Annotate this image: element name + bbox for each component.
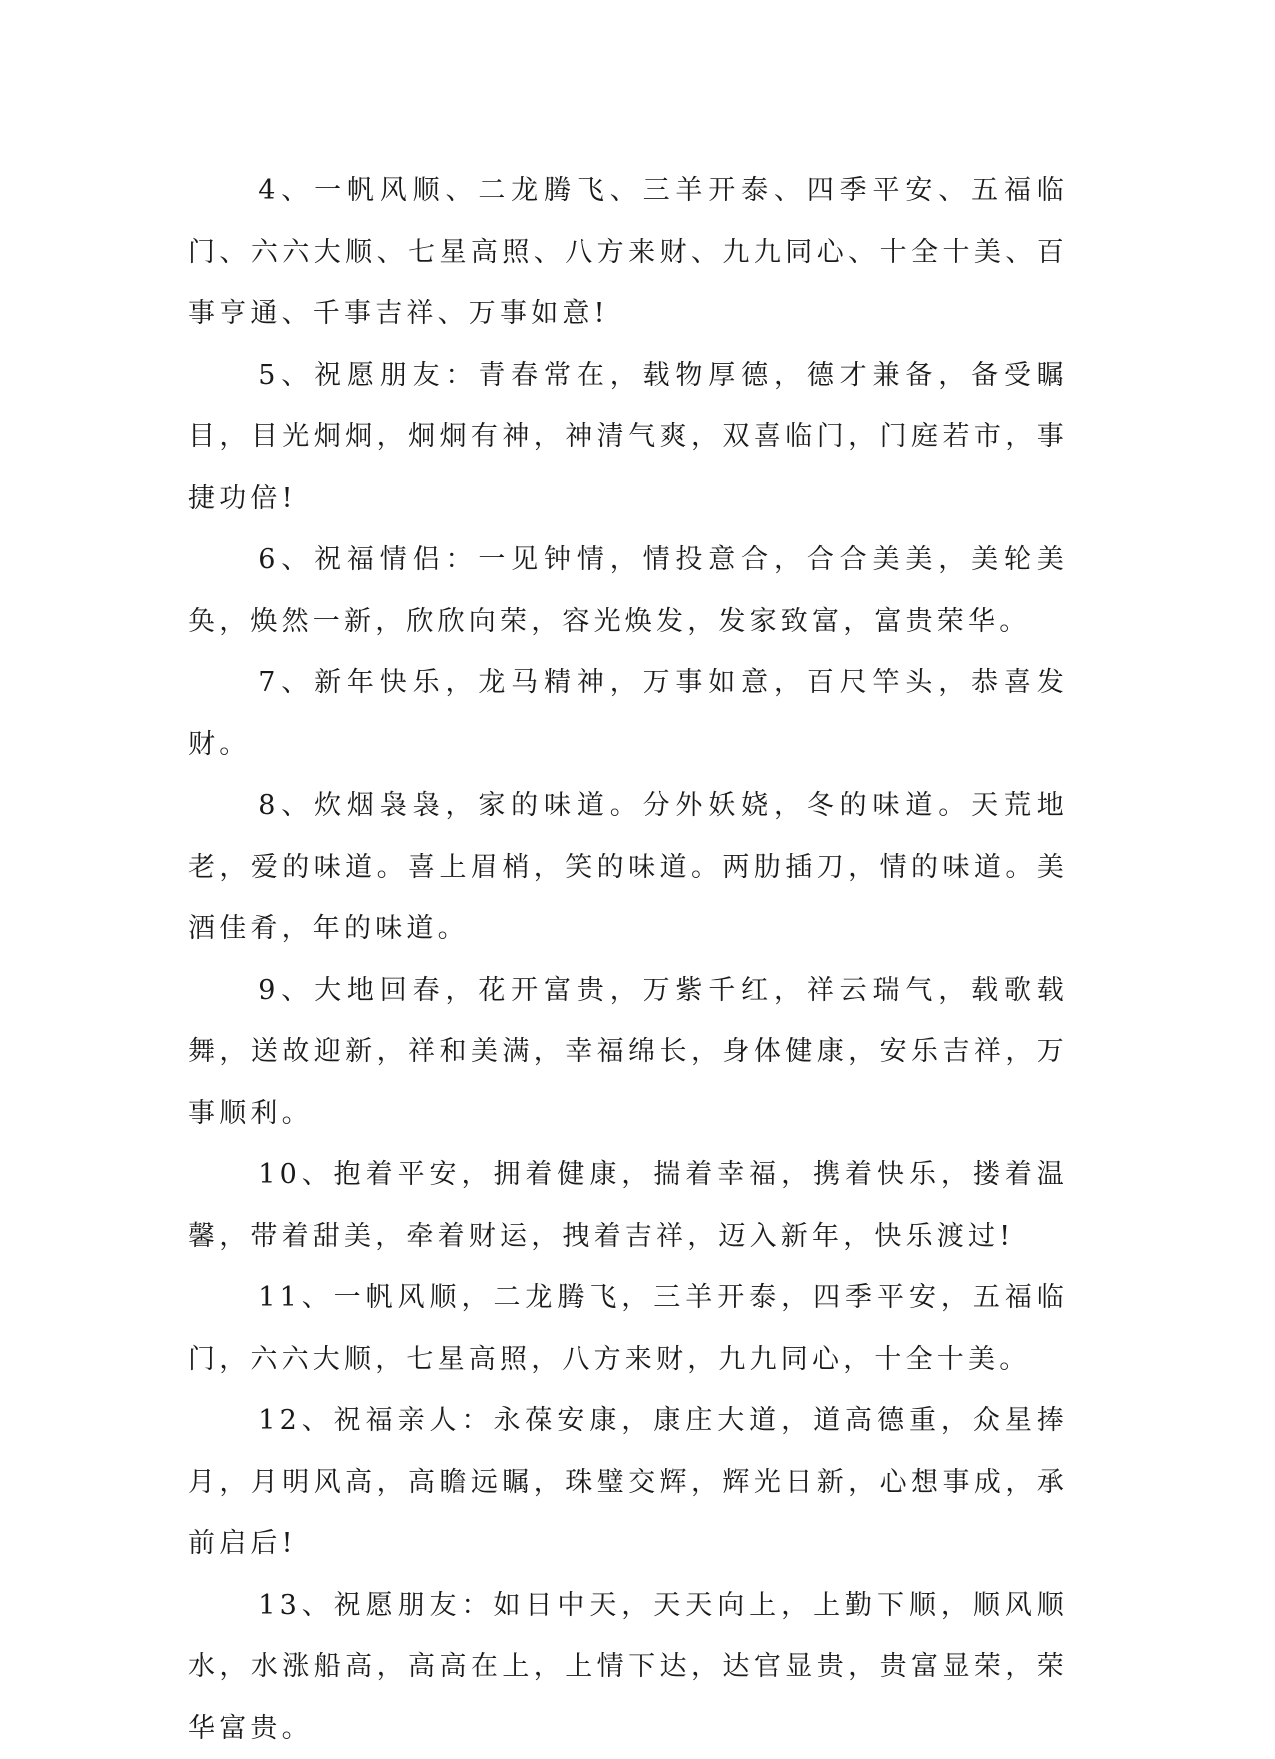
paragraph-4: 4、一帆风顺、二龙腾飞、三羊开泰、四季平安、五福临门、六六大顺、七星高照、八方来财、九九同心、十全十美、百事亨通、千事吉祥、万事如意!: [188, 160, 1068, 345]
paragraph-6: 6、祝福情侣：一见钟情，情投意合，合合美美，美轮美奂，焕然一新，欣欣向荣，容光焕发，发家致富，富贵荣华。: [188, 529, 1068, 652]
paragraph-9: 9、大地回春，花开富贵，万紫千红，祥云瑞气，载歌载舞，送故迎新，祥和美满，幸福绵长，身体健康，安乐吉祥，万事顺利。: [188, 960, 1068, 1145]
paragraph-8: 8、炊烟袅袅，家的味道。分外妖娆，冬的味道。天荒地老，爱的味道。喜上眉梢，笑的味道。两肋插刀，情的味道。美酒佳肴，年的味道。: [188, 775, 1068, 960]
document-body: [188, 160, 1068, 1759]
paragraph-7: 7、新年快乐，龙马精神，万事如意，百尺竿头，恭喜发财。: [188, 652, 1068, 775]
paragraph-12: 12、祝福亲人：永葆安康，康庄大道，道高德重，众星捧月，月明风高，高瞻远瞩，珠璧交辉，辉光日新，心想事成，承前启后!: [188, 1390, 1068, 1575]
paragraph-11: 11、一帆风顺，二龙腾飞，三羊开泰，四季平安，五福临门，六六大顺，七星高照，八方来财，九九同心，十全十美。: [188, 1267, 1068, 1390]
paragraph-13: 13、祝愿朋友：如日中天，天天向上，上勤下顺，顺风顺水，水涨船高，高高在上，上情下达，达官显贵，贵富显荣，荣华富贵。: [188, 1575, 1068, 1759]
paragraph-5: 5、祝愿朋友：青春常在，载物厚德，德才兼备，备受瞩目，目光炯炯，炯炯有神，神清气爽，双喜临门，门庭若市，事捷功倍!: [188, 345, 1068, 530]
paragraph-10: 10、抱着平安，拥着健康，揣着幸福，携着快乐，搂着温馨，带着甜美，牵着财运，拽着吉祥，迈入新年，快乐渡过!: [188, 1144, 1068, 1267]
